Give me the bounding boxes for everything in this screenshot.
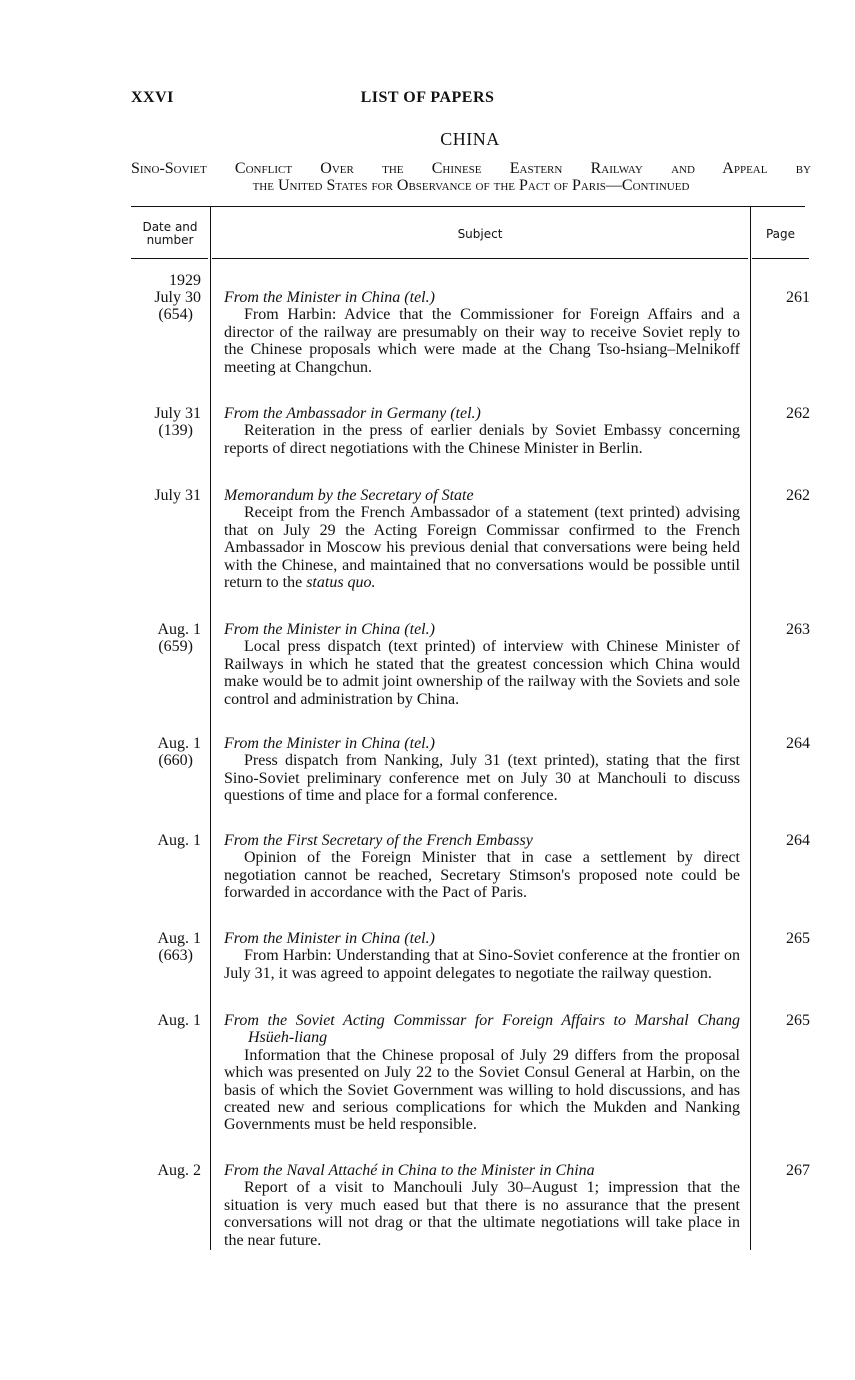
entry-page: 263: [786, 621, 810, 638]
entry-page: 265: [786, 930, 810, 947]
entry-heading: From the Minister in China (tel.): [224, 289, 435, 306]
entry-date: Aug. 1 (659): [157, 621, 201, 656]
entry-page: 262: [786, 487, 810, 504]
entry-heading: From the Minister in China (tel.): [224, 621, 435, 638]
page-number: XXVI: [131, 89, 174, 106]
country-heading: CHINA: [440, 129, 500, 149]
section-title-line-2: the United States for Observance of the Pact of Paris—Continued: [252, 177, 690, 194]
entry-heading: From the Ambassador in Germany (tel.): [224, 405, 481, 422]
entry-heading: Memorandum by the Secretary of State: [224, 487, 474, 504]
section-title-line-1: Sino-Soviet Conflict Over the Chinese Eastern Railway and Appeal by: [131, 160, 811, 177]
entry-heading: From the First Secretary of the French Embassy: [224, 832, 533, 849]
entry-body: Report of a visit to Manchouli July 30–August 1; impression that the situation is very much eased but that there is no assurance that the present conversations will not drag or that the ultimate negotiations will take place in the near future.: [224, 1179, 740, 1249]
entry-body: Information that the Chinese proposal of July 29 differs from the proposal which was presented on July 22 to the Soviet Consul General at Harbin, on the basis of which the Soviet Government was willing to hold discussions, and has created new and serious complications for which the Mukden and Nanking Governments must be held responsible.: [224, 1046, 740, 1134]
entry-subject: [224, 832, 740, 902]
entry-subject: [224, 405, 740, 457]
entry-date: Aug. 1 (663): [157, 930, 201, 965]
entry-heading: From the Soviet Acting Commissar for Foreign Affairs to Marshal Chang Hsüeh-liang: [224, 1012, 740, 1047]
table-header-rule-subject: [212, 258, 748, 259]
entry-body: Receipt from the French Ambassador of a statement (text printed) advising that on July 29 the Acting Foreign Commissar confirmed to the French Ambassador in Moscow his previous denial that conversations were being held with the Chinese, and maintained that no conversations would be possible until return to the status quo.: [224, 504, 740, 592]
entry-page: 261: [786, 289, 810, 306]
entry-body: From Harbin: Advice that the Commissioner for Foreign Affairs and a director of the railway are presumably on their way to receive Soviet reply to the Chinese proposals which were made at the Chang Tso-hsiang–Melnikoff meeting at Changchun.: [224, 306, 740, 376]
entry-body: Opinion of the Foreign Minister that in case a settlement by direct negotiation cannot be reached, Secretary Stimson's proposed note could be forwarded in accordance with the Pact of Paris.: [224, 849, 740, 902]
year-label: 1929: [169, 272, 201, 289]
entry-date: Aug. 1: [157, 1012, 201, 1029]
entry-subject: [224, 930, 740, 982]
entry-subject: [224, 1162, 740, 1249]
column-header-page: Page: [765, 227, 796, 241]
entry-date: Aug. 1: [157, 832, 201, 849]
column-header-subject: Subject: [457, 227, 503, 241]
entry-heading: From the Naval Attaché in China to the Minister in China: [224, 1162, 595, 1179]
entry-body: Reiteration in the press of earlier denials by Soviet Embassy concerning reports of direct negotiations with the Chinese Minister in Berlin.: [224, 422, 740, 457]
running-title: LIST OF PAPERS: [360, 89, 495, 106]
entry-date: July 31 (139): [154, 405, 201, 440]
entry-body: Local press dispatch (text printed) of interview with Chinese Minister of Railways in which he stated that the greatest concession which China would make would be to admit joint ownership of the railway with the Soviets and sole control and administration by China.: [224, 638, 740, 708]
entry-subject: [224, 735, 740, 805]
entry-page: 262: [786, 405, 810, 422]
entry-page: 264: [786, 735, 810, 752]
entry-subject: [224, 487, 740, 591]
column-divider-right: [750, 206, 751, 1250]
entry-heading: From the Minister in China (tel.): [224, 735, 435, 752]
entry-subject: [224, 1012, 740, 1134]
entry-date: Aug. 1 (660): [157, 735, 201, 770]
entry-body: Press dispatch from Nanking, July 31 (text printed), stating that the first Sino-Soviet preliminary conference met on July 30 at Manchouli to discuss questions of time and place for a formal conference.: [224, 752, 740, 805]
entry-page: 267: [786, 1162, 810, 1179]
table-header-rule-date: [131, 258, 208, 259]
table-header-rule-page: [752, 258, 809, 259]
entry-date: July 30 (654): [154, 289, 201, 324]
entry-heading: From the Minister in China (tel.): [224, 930, 435, 947]
entry-body: From Harbin: Understanding that at Sino-Soviet conference at the frontier on July 31, it was agreed to appoint delegates to negotiate the railway question.: [224, 947, 740, 982]
entry-date: Aug. 2: [157, 1162, 201, 1179]
entry-subject: [224, 289, 740, 376]
column-divider-left: [210, 206, 211, 1250]
table-top-rule: [131, 206, 805, 207]
section-title: [131, 160, 811, 194]
entry-body-italic: status quo.: [306, 574, 376, 592]
entry-subject: [224, 621, 740, 708]
entry-page: 264: [786, 832, 810, 849]
entry-date: July 31: [154, 487, 201, 504]
entry-page: 265: [786, 1012, 810, 1029]
column-header-date: Date and number: [142, 220, 198, 247]
